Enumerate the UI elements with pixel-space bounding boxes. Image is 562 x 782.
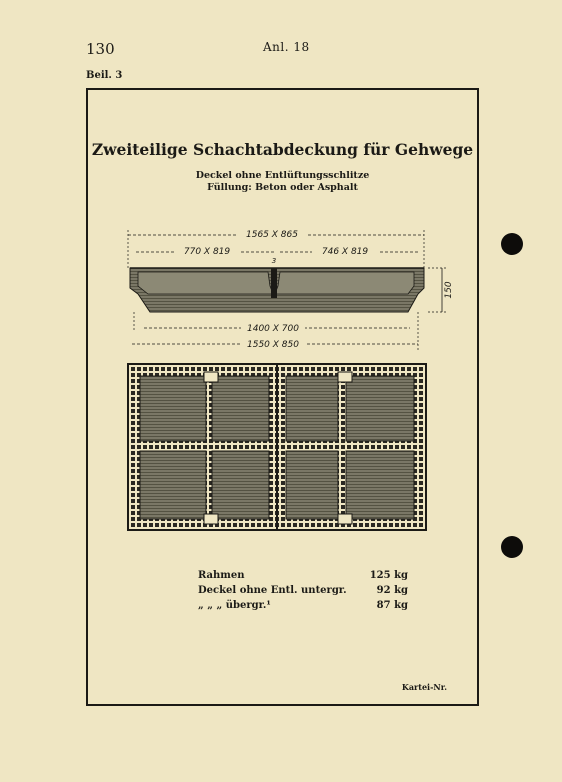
attachment-label: Anl. 18 [263,40,310,54]
weight-value: 87 kg [376,600,408,611]
dim-gap-label: 3 [271,257,277,265]
weight-value: 125 kg [369,570,408,581]
content-frame [86,88,479,706]
dimension-right-cover [280,245,418,257]
weight-label: Deckel ohne Entl. untergr. [198,585,347,596]
document-title: Zweiteilige Schachtabdeckung für Gehwege [91,140,474,159]
punch-hole-top [501,233,523,255]
beilage-label: Beil. 3 [86,70,123,81]
weight-label: „ „ „ übergr.¹ [198,600,271,611]
weight-value: 92 kg [376,585,408,596]
dim-height-label: 150 [444,281,454,299]
dim-left-label: 770 X 819 [183,247,231,257]
dim-frame-label: 1550 X 850 [247,340,299,350]
dimension-height [428,268,454,312]
subtitle-vents: Deckel ohne Entlüftungsschlitze [195,170,370,181]
page-number: 130 [86,40,115,58]
dim-inner-label: 1400 X 700 [247,324,299,334]
weights-table [198,568,408,613]
dimension-left-cover [136,245,276,257]
dimension-inner [144,321,410,334]
technical-drawing [88,90,481,550]
kartei-number: Kartei-Nr. [401,682,447,692]
weight-label: Rahmen [198,570,245,581]
weight-row-frame [198,568,408,583]
top-view [128,364,426,530]
dimension-frame [132,337,418,350]
dim-overall-label: 1565 X 865 [246,230,298,240]
weight-row-cover-over [198,598,408,613]
weight-row-cover-under [198,583,408,598]
dim-right-label: 746 X 819 [321,247,369,257]
punch-hole-bottom [501,536,523,558]
subtitle-filling: Füllung: Beton oder Asphalt [207,182,358,193]
